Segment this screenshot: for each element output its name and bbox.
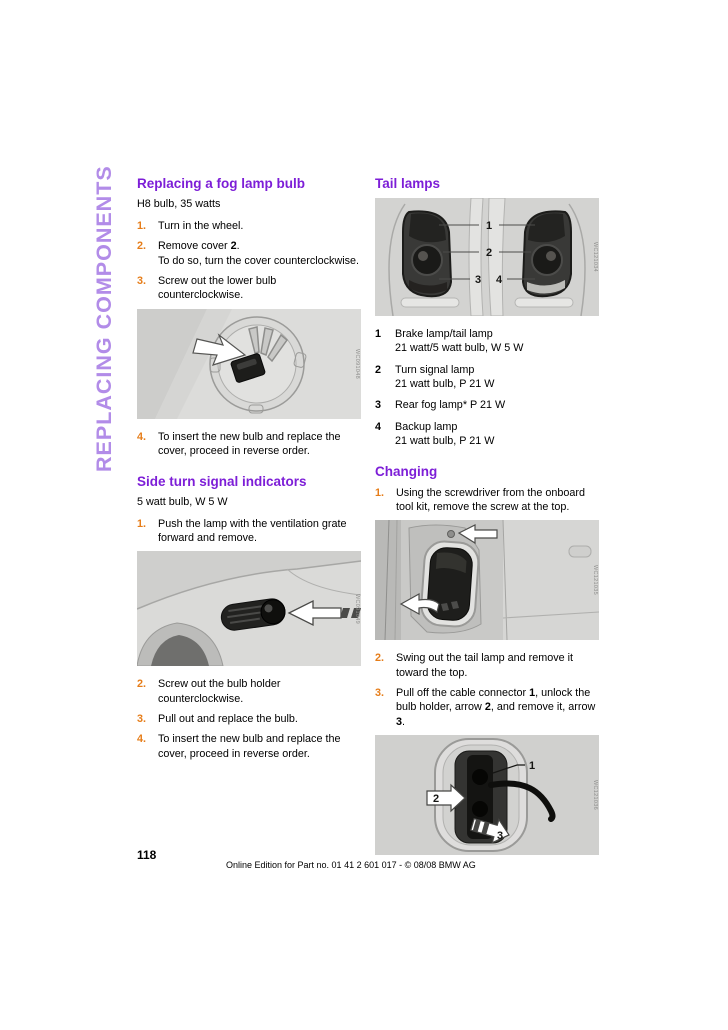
tail-lamps-image [375, 198, 599, 316]
tail-legend-4 [375, 420, 599, 449]
step-text: To insert the new bulb and replace the cover, proceed in reverse order. [158, 733, 341, 760]
legend-text [395, 398, 505, 412]
step-text-ref: 2 [484, 701, 491, 714]
chapter-title-vertical: REPLACING COMPONENTS [92, 165, 116, 472]
fog-step-1 [137, 219, 361, 233]
image-code: WC121036 [592, 780, 598, 810]
step-number: 1. [137, 220, 147, 232]
tail-legend-3 [375, 398, 599, 412]
step-text-part: . [236, 240, 240, 253]
step-number: 4. [137, 430, 147, 443]
image-code: WC091048 [354, 348, 360, 379]
changing-step-2 [375, 651, 599, 680]
legend-line2: 21 watt bulb, P 21 W [395, 435, 495, 448]
fog-step-2 [137, 239, 361, 268]
legend-line1: Rear fog lamp* P 21 W [395, 399, 506, 412]
step-text-ref: 1 [529, 686, 536, 699]
tail-lamp-removal-image [375, 520, 599, 640]
step-text-part: , and remove it, arrow [490, 701, 596, 714]
heading-changing: Changing [375, 463, 438, 479]
holder-callout-2: 2 [433, 793, 440, 806]
legend-text [395, 327, 523, 356]
step-number: 2. [137, 240, 147, 253]
step-number: 2. [137, 678, 147, 691]
legend-line2: 21 watt/5 watt bulb, W 5 W [395, 342, 524, 355]
fog-bulb-spec: H8 bulb, 35 watts [137, 198, 221, 210]
page-number: 118 [137, 848, 157, 862]
changing-step-3 [375, 686, 599, 729]
fog-lamp-figure [137, 309, 361, 419]
step-text [158, 239, 359, 268]
step-text-part: Pull off the cable connector [396, 686, 530, 699]
heading-fog-lamp: Replacing a fog lamp bulb [137, 176, 306, 191]
heading-tail-lamps: Tail lamps [375, 176, 441, 191]
tail-legend-2 [375, 363, 599, 392]
legend-line1: Turn signal lamp [395, 363, 475, 376]
fender-image [137, 551, 361, 666]
legend-number: 4 [375, 420, 382, 433]
legend-number: 3 [375, 399, 382, 412]
step-text-ref: 2 [230, 240, 237, 253]
side-turn-step-1 [137, 517, 361, 546]
tail-lamps-figure [375, 198, 599, 316]
holder-callout-3: 3 [497, 830, 504, 843]
image-code: WC121035 [592, 565, 598, 596]
tail-callout-4: 4 [495, 274, 503, 286]
step-number: 3. [375, 686, 385, 699]
step-number: 3. [137, 712, 147, 725]
tail-callout-1: 1 [485, 220, 493, 232]
legend-line1: Brake lamp/tail lamp [395, 328, 493, 340]
tail-callout-3: 3 [474, 274, 482, 286]
step-text-part: Remove cover [158, 240, 231, 253]
step-number: 4. [137, 733, 147, 746]
step-text-part: . [402, 715, 406, 728]
left-tail-lamp [403, 211, 451, 296]
step-text: Screw out the bulb holder counterclockwise. [158, 678, 281, 705]
legend-number: 2 [375, 363, 382, 376]
footer-note: Online Edition for Part no. 01 41 2 601 017 - © 08/08 BMW AG [226, 860, 476, 870]
step-text: Turn in the wheel. [158, 220, 244, 232]
step-text-ref: 3 [396, 715, 403, 728]
step-number: 3. [137, 275, 147, 288]
side-turn-step-3 [137, 712, 361, 726]
image-code: WC091049 [354, 593, 360, 624]
step-text: Pull out and replace the bulb. [158, 712, 298, 725]
heading-side-turn: Side turn signal indicators [137, 473, 307, 489]
legend-text [395, 363, 494, 392]
left-column [137, 176, 361, 767]
fog-step-4 [137, 430, 361, 459]
step-text: Using the screwdriver from the onboard tool kit, remove the screw at the top. [396, 486, 586, 513]
step-text: Push the lamp with the ventilation grate forward and remove. [158, 517, 347, 544]
side-turn-step-4 [137, 732, 361, 761]
step-number: 1. [137, 517, 147, 530]
fog-step-3 [137, 274, 361, 303]
step-number: 2. [375, 652, 385, 665]
tail-callout-2: 2 [485, 247, 493, 259]
right-tail-lamp [523, 211, 571, 296]
step-text: Swing out the tail lamp and remove it toward the top. [396, 652, 574, 679]
legend-line1: Backup lamp [395, 420, 458, 433]
side-turn-figure [137, 551, 361, 666]
legend-number: 1 [375, 328, 382, 340]
tail-lamp-unit [420, 540, 480, 628]
step-text: To insert the new bulb and replace the cover, proceed in reverse order. [158, 430, 341, 458]
side-turn-bulb-spec: 5 watt bulb, W 5 W [137, 495, 228, 508]
step-text [396, 686, 599, 729]
bulb-holder-figure [375, 735, 599, 855]
right-column [375, 176, 599, 866]
step-number: 1. [375, 486, 385, 499]
step-text-part: , unlock the bulb holder, arrow [396, 686, 591, 714]
image-code: WC121034 [592, 242, 598, 272]
changing-step-1 [375, 486, 599, 515]
legend-text [395, 420, 494, 449]
side-turn-step-2 [137, 677, 361, 706]
tail-lamp-removal-figure [375, 520, 599, 640]
step-text-line2: To do so, turn the cover counterclockwise. [158, 254, 360, 267]
fog-lamp-image [137, 309, 361, 419]
step-text: Screw out the lower bulb counterclockwise. [158, 275, 277, 302]
screw [448, 531, 455, 538]
bulb-holder-image [375, 735, 599, 855]
holder-callout-1: 1 [529, 760, 536, 773]
legend-line2: 21 watt bulb, P 21 W [395, 378, 495, 391]
tail-legend-1 [375, 327, 599, 356]
